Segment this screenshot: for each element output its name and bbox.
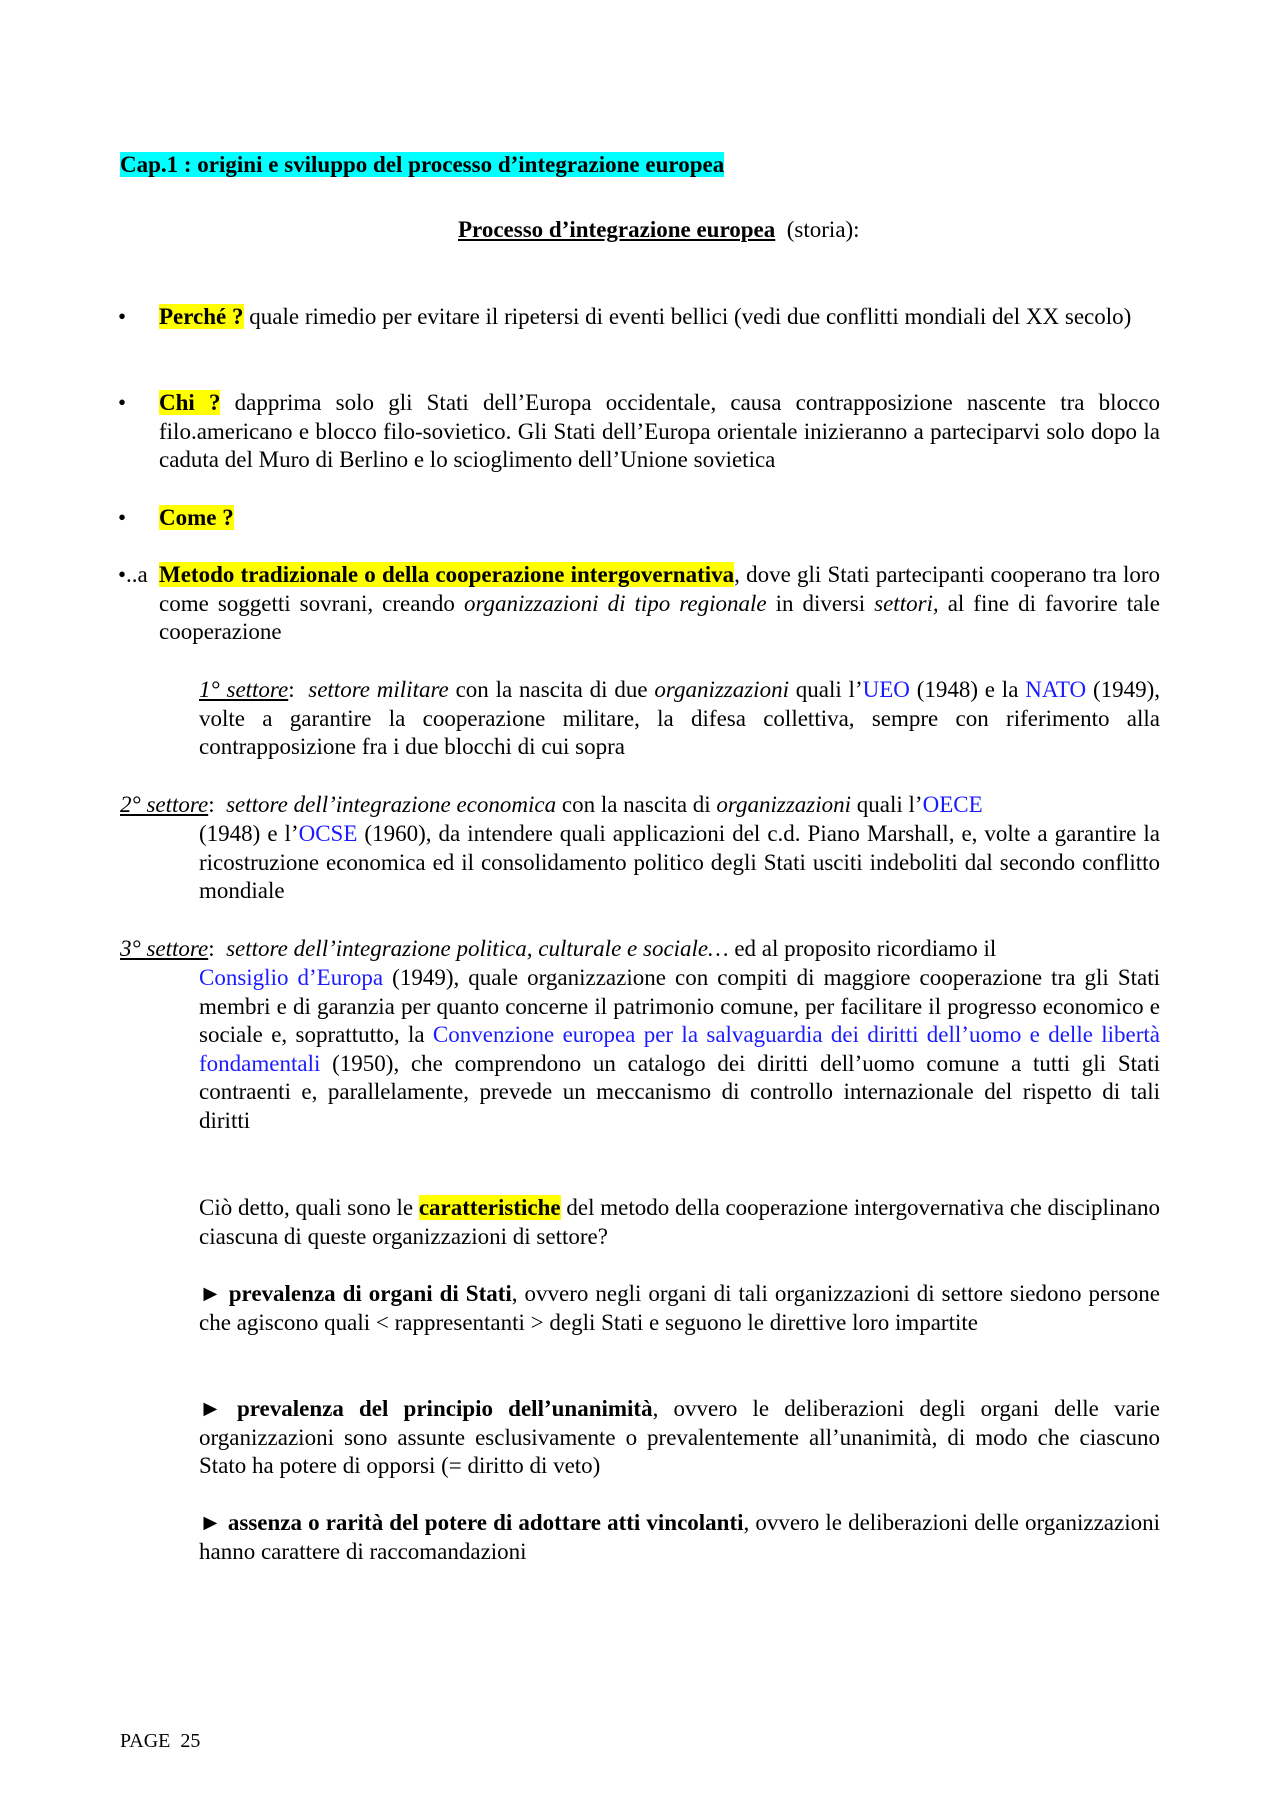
settore3-colon: : — [208, 936, 215, 961]
metodo-label: Metodo tradizionale o della cooperazione intergovernativa — [159, 562, 735, 587]
caratteristiche-text: del metodo della cooperazione intergovernativa che disciplinano ciascuna di queste organizzazioni di settore? — [199, 1195, 1160, 1249]
bullet-perche — [159, 303, 1160, 332]
settore2-colon: : — [208, 792, 215, 817]
settore2-paragraph — [199, 820, 1160, 906]
bullet-come — [159, 504, 234, 533]
settore3-italic: settore dell’integrazione politica, culturale e sociale… — [226, 936, 729, 961]
settore2-text: (1948) e l’ — [199, 821, 299, 846]
settore1-italic: organizzazioni — [654, 677, 789, 702]
settore2-firstline — [120, 791, 1095, 820]
arrow-icon: ► — [199, 1510, 222, 1535]
metodo-paragraph — [159, 561, 1160, 647]
caratteristiche-text: Ciò detto, quali sono le — [199, 1195, 419, 1220]
point-text: , ovvero negli organi di tali organizzazioni di settore siedono persone che agiscono quali < rappresentanti > degli Stati e seguono le direttive loro impartite — [199, 1281, 1160, 1335]
consiglio-europa-link[interactable]: Consiglio d’Europa — [199, 965, 384, 990]
settore2-text: (1960), da intendere quali applicazioni del c.d. Piano Marshall, e, volte a garantire la ricostruzione economica ed il consolidamento politico degli Stati usciti indeboliti dal secondo conflitto mondiale — [199, 821, 1160, 903]
settore3-label: 3° settore — [120, 936, 209, 961]
section-title-suffix: (storia): — [786, 217, 860, 242]
settore1-italic: settore militare — [308, 677, 449, 702]
settore3-firstline — [120, 935, 1160, 964]
settore1-paragraph — [199, 676, 1160, 762]
arrow-icon: ► — [199, 1281, 222, 1306]
perche-text: quale rimedio per evitare il ripetersi di eventi bellici (vedi due conflitti mondiali del XX secolo) — [243, 304, 1132, 329]
settore2-italic: settore dell’integrazione economica — [226, 792, 557, 817]
oece-link[interactable]: OECE — [922, 792, 983, 817]
point-atti-vincolanti — [199, 1509, 1160, 1566]
settore1-colon: : — [288, 677, 295, 702]
settore3-paragraph — [199, 964, 1160, 1136]
settore2-italic: organizzazioni — [716, 792, 852, 817]
metodo-italic: organizzazioni di tipo regionale — [463, 590, 767, 616]
section-title — [458, 216, 860, 245]
metodo-italic: settori, — [874, 590, 939, 616]
bullet-chi — [159, 389, 1160, 475]
caratteristiche-label: caratteristiche — [418, 1195, 561, 1220]
point-text: , ovvero le deliberazioni degli organi delle varie organizzazioni sono assunte esclusivamente o prevalentemente all’unanimità, di modo che ciascuno Stato ha potere di opporsi (= diritto di veto) — [199, 1396, 1161, 1478]
bullet-symbol: • — [118, 390, 127, 415]
settore3-text: (1950), che comprendono un catalogo dei diritti dell’uomo comune a tutti gli Stati contraenti e, parallelamente, prevede un meccanismo di controllo internazionale del rispetto di tali diritti — [199, 1050, 1160, 1133]
perche-label: Perché ? — [159, 304, 244, 329]
convenzione-europea-link[interactable]: Convenzione europea per la salvaguardia dei diritti dell’uomo e delle libertà fondamentali — [199, 1022, 1161, 1076]
point-title: assenza o rarità del potere di adottare atti vincolanti — [227, 1510, 744, 1535]
bullet-symbol: • — [118, 304, 127, 329]
come-label: Come ? — [159, 505, 234, 530]
point-organi-stati — [199, 1280, 1160, 1337]
metodo-prefix: •..a — [118, 562, 148, 587]
metodo-text: al fine di favorire tale cooperazione — [159, 590, 1160, 644]
ueo-link[interactable]: UEO — [862, 677, 910, 702]
chapter-heading — [120, 151, 724, 180]
metodo-text: , dove gli Stati partecipanti cooperano tra loro come soggetti sovrani, creando — [159, 562, 1161, 616]
point-text: , ovvero le deliberazioni delle organizzazioni hanno carattere di raccomandazioni — [199, 1510, 1161, 1564]
settore3-text: ed al proposito ricordiamo il — [728, 936, 997, 961]
point-title: prevalenza di organi di Stati — [228, 1281, 512, 1306]
metodo-text: in diversi — [766, 590, 875, 616]
section-title-text: Processo d’integrazione europea — [458, 217, 776, 242]
settore2-label: 2° settore — [120, 792, 209, 817]
nato-link[interactable]: NATO — [1025, 677, 1087, 702]
ocse-link[interactable]: OCSE — [298, 821, 358, 846]
settore2-text: quali l’ — [851, 792, 923, 817]
chi-text: dapprima solo gli Stati dell’Europa occidentale, causa contrapposizione nascente tra blocco filo.americano e blocco filo-sovietico. Gli Stati dell’Europa orientale inizieranno a parteciparvi solo dopo la caduta del Muro di Berlino e lo scioglimento dell’Unione sovietica — [159, 390, 1160, 472]
point-title: prevalenza del principio dell’unanimità — [236, 1396, 653, 1421]
settore3-text: (1949), quale organizzazione con compiti di maggiore cooperazione tra gli Stati membri e di garanzia per quanto concerne il patrimonio comune, per facilitare il progresso economico e sociale e, soprattutto, la — [199, 965, 1160, 1048]
chapter-title: Cap.1 : origini e sviluppo del processo d’integrazione europea — [120, 152, 725, 177]
settore1-text: quali l’ — [788, 677, 863, 702]
arrow-icon: ► — [199, 1396, 222, 1421]
settore1-text: (1948) e la — [909, 677, 1026, 702]
caratteristiche-paragraph — [199, 1194, 1160, 1251]
chi-label: Chi ? — [159, 390, 221, 415]
settore2-text: con la nascita di — [556, 792, 717, 817]
point-unanimita — [199, 1395, 1160, 1481]
bullet-symbol: • — [118, 505, 127, 530]
page-number: PAGE 25 — [120, 1730, 201, 1752]
settore1-text: con la nascita di due — [448, 677, 655, 702]
settore1-text: (1949), volte a garantire la cooperazione militare, la difesa collettiva, sempre con riferimento alla contrapposizione fra i due blocchi di cui sopra — [199, 677, 1161, 759]
settore1-label: 1° settore — [199, 677, 289, 702]
